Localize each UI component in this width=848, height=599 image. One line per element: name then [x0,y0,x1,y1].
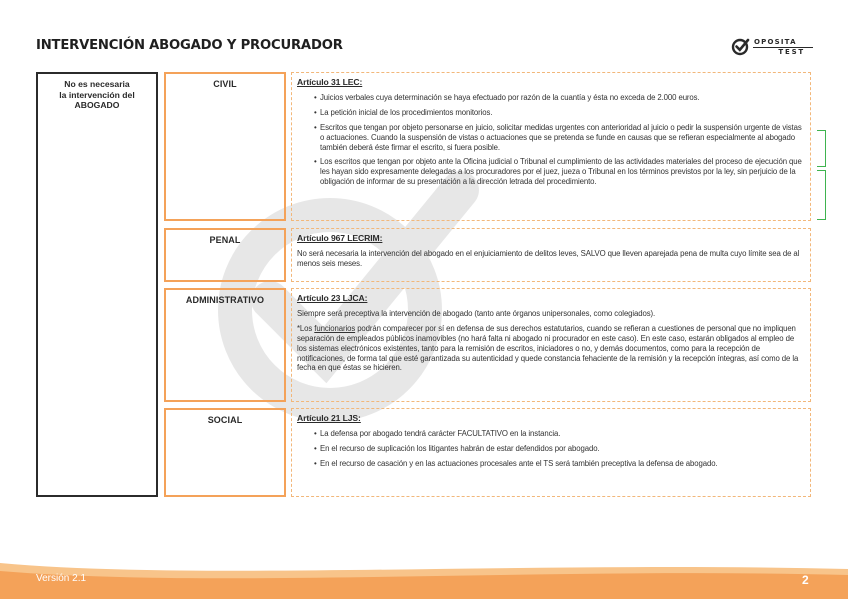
content-administrativo [291,288,811,402]
list-item: • La petición inicial de los procedimientos monitorios. [314,108,805,118]
category-social [164,408,286,497]
list-item: • En el recurso de suplicación los litigantes habrán de estar defendidos por abogado. [314,444,805,454]
category-label: SOCIAL [207,415,243,425]
list-item: • Juicios verbales cuya determinación se haya efectuado por razón de la cuantía y ésta no exceda de 2.000 euros. [314,93,805,103]
article-text: No será necesaria la intervención del abogado en el enjuiciamiento de delitos leves, SALVO que lleven aparejada pena de multa cuyo límite sea de al menos seis meses. [297,248,800,268]
list-item: • Los escritos que tengan por objeto ante la Oficina judicial o Tribunal el cumplimiento de las actividades materiales del proceso de ejecución que les hayan sido expresamente delegadas a los procuradores por el juez, jueza o Tribunal en los términos previstos por la ley, sin perjuicio de la obligación de informar de su presentación a la dirección letrada del procedimiento. [314,157,805,187]
left-panel [36,72,158,497]
check-circle-icon [731,36,751,56]
oposita-test-logo [731,36,815,58]
category-label: CIVIL [213,79,237,89]
content-social [291,408,811,497]
left-panel-line: la intervención del [59,89,135,100]
page-title: INTERVENCIÓN ABOGADO Y PROCURADOR [36,38,343,53]
bracket-marker [817,170,826,220]
article-title: Artículo 967 LECRIM: [297,233,383,243]
list-item: • La defensa por abogado tendrá carácter FACULTATIVO en la instancia. [314,429,805,439]
article-title: Artículo 23 LJCA: [297,293,368,303]
category-civil [164,72,286,221]
logo-word-oposita: OPOSITA [753,38,813,48]
left-panel-line: ABOGADO [74,100,120,110]
social-bullet-list [297,429,805,469]
category-administrativo [164,288,286,402]
note-prefix: *Los [297,323,315,333]
note-underlined: funcionarios [314,323,356,333]
logo-word-test: TEST [778,48,805,56]
content-penal [291,228,811,282]
article-text: Siempre será preceptiva la intervención de abogado (tanto ante órganos unipersonales, como colegiados). [297,308,656,318]
category-penal [164,228,286,282]
civil-bullet-list [297,93,805,187]
left-panel-line: No es necesaria [64,79,130,89]
article-note [297,324,805,374]
bracket-marker [817,130,826,167]
footer-wave [0,555,848,599]
article-title: Artículo 31 LEC: [297,77,363,87]
footer-version: Versión 2.1 [36,573,87,584]
list-item: • En el recurso de casación y en las actuaciones procesales ante el TS será también preceptiva la defensa de abogado. [314,459,805,469]
category-label: ADMINISTRATIVO [185,295,265,305]
note-text: podrán comparecer por sí en defensa de sus derechos estatutarios, cuando se refieran a cuestiones de personal que no impliquen separación de empleados públicos inamovibles (no hará falta ni abogado ni procurador en este caso). En este caso, estarán obligados al empleo de los sistemas electrónicos existentes, tanto para la remisión de escritos, iniciadores o no, y demás documentos, como para la recepción de notificaciones, de forma tal que esté garantizada su autenticidad y quede constancia fehaciente de la remisión y la recepción íntegras, así como de la fecha en que éstas se hicieren. [297,323,799,373]
article-title: Artículo 21 LJS: [297,413,361,423]
page-number: 2 [802,573,809,587]
list-item: • Escritos que tengan por objeto personarse en juicio, solicitar medidas urgentes con anterioridad al juicio o pedir la suspensión urgente de vistas o actuaciones. Cuando la suspensión de vistas o actuaciones que se pretenda se funde en causas que se refieran especialmente al abogado también deberá éste firmar el escrito, si fuera posible. [314,123,805,153]
content-civil [291,72,811,221]
category-label: PENAL [209,235,241,245]
